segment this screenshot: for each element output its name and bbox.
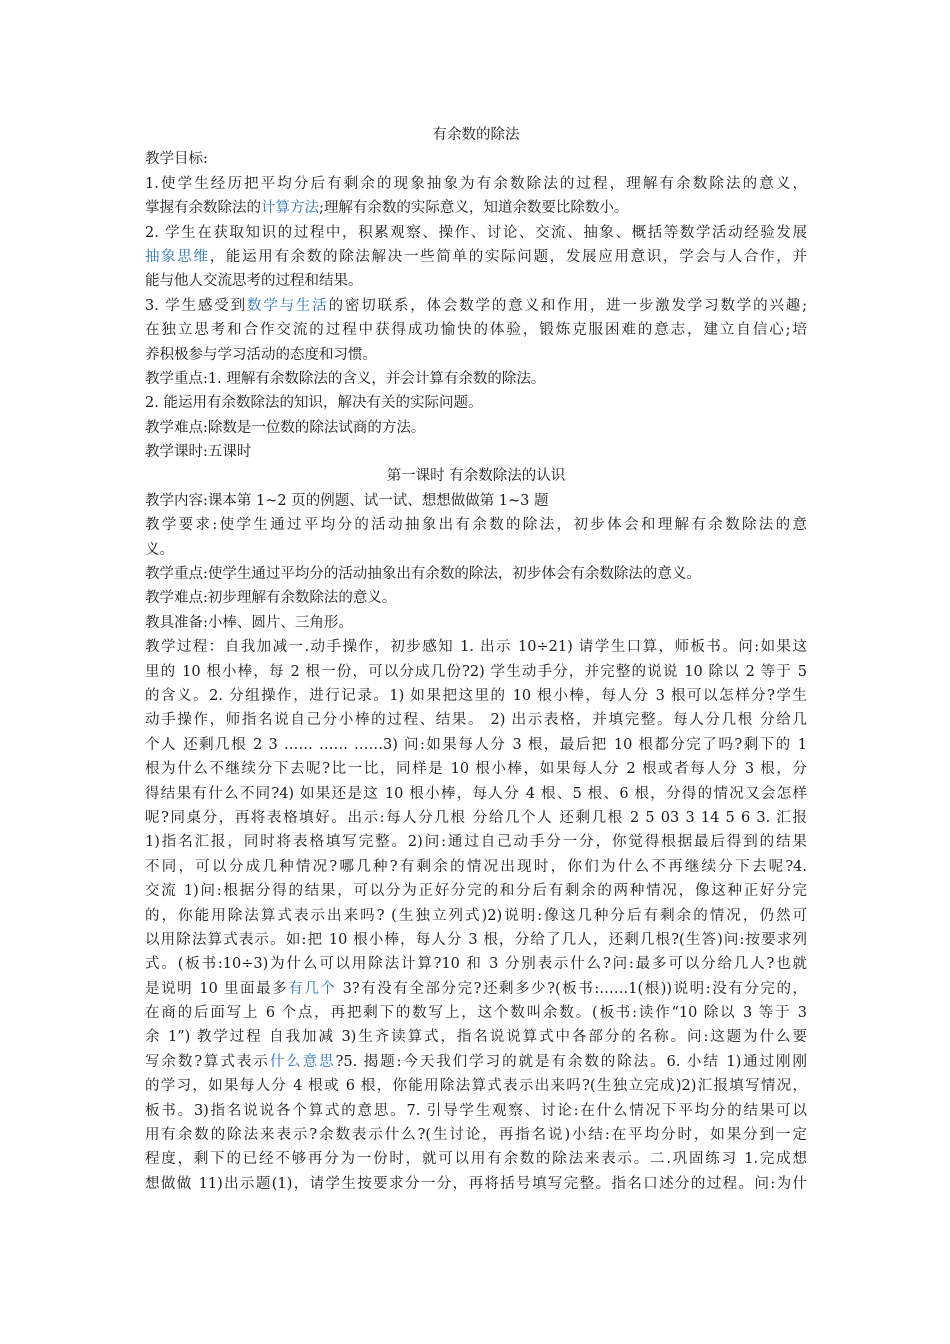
text-segment: ，能运用有余数的除法解决一些简单的实际问题，发展应用意识，学会与人合作，并 (209, 248, 807, 265)
text-segment: ;理解有余数的实际意义，知道余数要比除数小。 (319, 200, 629, 217)
text-line: 教学重点:1. 理解有余数除法的含义，并会计算有余数的除法。 (145, 370, 546, 387)
text-line: 教学过程：自我加减一.动手操作，初步感知 1. 出示 10÷21) 请学生口算，师板书。问:如果这 (145, 639, 807, 656)
text-line: 2. 学生在获取知识的过程中，积累观察、操作、讨论、交流、抽象、概括等数学活动经验发展 (145, 224, 807, 241)
text-line: 教学要求:使学生通过平均分的活动抽象出有余数的除法，初步体会和理解有余数除法的意 (145, 517, 807, 534)
text-line: 教学难点:初步理解有余数除法的意义。 (145, 590, 397, 607)
text-line: 教学重点:使学生通过平均分的活动抽象出有余数的除法，初步体会有余数除法的意义。 (145, 566, 701, 583)
text-line: 不同，可以分成几种情况?哪几种?有剩余的情况出现时，你们为什么不再继续分下去呢?4. (145, 858, 807, 875)
keyword-link[interactable]: 有几个 (288, 980, 337, 997)
document-page (145, 123, 807, 1196)
text-line: 的学习，如果每人分 4 根或 6 根，你能用除法算式表示出来吗?(生独立完成)2)汇报填写情况， (145, 1078, 807, 1095)
text-line (145, 196, 807, 220)
text-line: 根为什么不继续分下去呢?比一比，同样是 10 根小棒，如果每人分 2 根或者每人分 3 根，分 (145, 761, 807, 778)
text-line (145, 245, 807, 269)
text-line: 的，你能用除法算式表示出来吗? (生独立列式)2)说明:像这几种分后有剩余的情况，仍然可 (145, 907, 807, 924)
section-heading: 第一课时 有余数除法的认识 (386, 468, 566, 485)
text-line: 个人 还剩几根 2 3 …… …… ……3) 问:如果每人分 3 根，最后把 10 根都分完了吗?剩下的 1 (145, 736, 807, 753)
text-line: 教学目标: (145, 151, 208, 168)
text-line (145, 1050, 807, 1074)
text-line: 的含义。2. 分组操作，进行记录。1) 如果把这里的 10 根小棒，每人分 3 根可以怎样分?学生 (145, 687, 807, 704)
text-segment: 掌握有余数除法的 (145, 200, 261, 217)
text-line: 想做做 11)出示题(1)，请学生按要求分一分，再将括号填写完整。指名口述分的过程。问:为什 (145, 1175, 807, 1192)
keyword-link[interactable]: 抽象思维 (145, 248, 210, 265)
text-line: 得结果有什么不同?4) 如果还是这 10 根小棒，每人分 4 根、5 根、6 根，分得的情况又会怎样 (145, 785, 807, 802)
text-line (145, 977, 807, 1001)
text-line: 教学难点:除数是一位数的除法试商的方法。 (145, 419, 426, 436)
text-line: 呢?同桌分，再将表格填好。出示:每人分几根 分给几个人 还剩几根 2 5 03 3 14 5 6 3. 汇报 (145, 809, 807, 826)
text-line: 教学课时:五课时 (145, 444, 252, 461)
text-segment: 写余数?算式表示 (145, 1053, 270, 1070)
text-segment: 3. 学生感受到 (145, 297, 247, 314)
keyword-link[interactable]: 什么意思 (269, 1053, 336, 1070)
text-line: 里的 10 根小棒，每 2 根一份，可以分成几份?2) 学生动手分，并完整的说说 10 除以 2 等于 5 (145, 663, 807, 680)
text-line: 在商的后面写上 6 个点，再把剩下的数写上，这个数叫余数。(板书:读作“10 除以 3 等于 3 (145, 1005, 807, 1022)
text-line: 养积极参与学习活动的态度和习惯。 (145, 346, 377, 363)
text-segment: 的密切联系，体会数学的意义和作用，进一步激发学习数学的兴趣; (328, 297, 807, 314)
text-line: 式。(板书:10÷3)为什么可以用除法计算?10 和 3 分别表示什么?问:最多可以分给几人?也就 (145, 956, 807, 973)
keyword-link[interactable]: 计算方法 (261, 200, 319, 217)
text-line: 1.使学生经历把平均分后有剩余的现象抽象为有余数除法的过程，理解有余数除法的意义， (145, 175, 807, 192)
text-line: 义。 (145, 541, 174, 558)
text-segment: 3?有没有全部分完?还剩多少?(板书:……1(根))说明:没有分完的， (336, 980, 807, 997)
text-line: 用有余数的除法来表示?余数表示什么?(生讨论，再指名说)小结:在平均分时，如果分到一定 (145, 1127, 807, 1144)
text-line: 板书。3)指名说说各个算式的意思。7. 引导学生观察、讨论:在什么情况下平均分的结果可以 (145, 1102, 807, 1119)
text-line: 程度，剩下的已经不够再分为一份时，就可以用有余数的除法来表示。二.巩固练习 1.完成想 (145, 1151, 807, 1168)
text-segment: ?5. 揭题:今天我们学习的就是有余数的除法。6. 小结 1)通过刚刚 (335, 1053, 807, 1070)
text-line: 动手操作，师指名说自己分小棒的过程、结果。 2) 出示表格，并填完整。每人分几根 分给几 (145, 712, 807, 729)
keyword-link[interactable]: 数学与生活 (246, 297, 329, 314)
text-line (145, 294, 807, 318)
text-line: 2. 能运用有余数除法的知识，解决有关的实际问题。 (145, 395, 483, 412)
text-line: 余 1”) 教学过程 自我加减 3)生齐读算式，指名说说算式中各部分的名称。问:这题为什么要 (145, 1029, 807, 1046)
text-line: 教学内容:课本第 1~2 页的例题、试一试、想想做做第 1~3 题 (145, 492, 549, 509)
text-line: 1)指名汇报，同时将表格填写完整。2)问:通过自己动手分一分，你觉得根据最后得到的结果 (145, 834, 807, 851)
text-line: 以用除法算式表示。如:把 10 根小棒，每人分 3 根，分给了几人，还剩几根?(生答)问:按要求列 (145, 931, 807, 948)
text-segment: 是说明 10 里面最多 (145, 980, 289, 997)
document-body (145, 147, 807, 1196)
text-line: 在独立思考和合作交流的过程中获得成功愉快的体验，锻炼克服困难的意志，建立自信心;培 (145, 322, 807, 339)
text-line: 交流 1)问:根据分得的结果，可以分为正好分完的和分后有剩余的两种情况，像这种正好分完 (145, 883, 807, 900)
document-title: 有余数的除法 (432, 127, 520, 143)
text-line: 能与他人交流思考的过程和结果。 (145, 273, 363, 290)
text-line: 教具准备:小棒、圆片、三角形。 (145, 614, 353, 631)
